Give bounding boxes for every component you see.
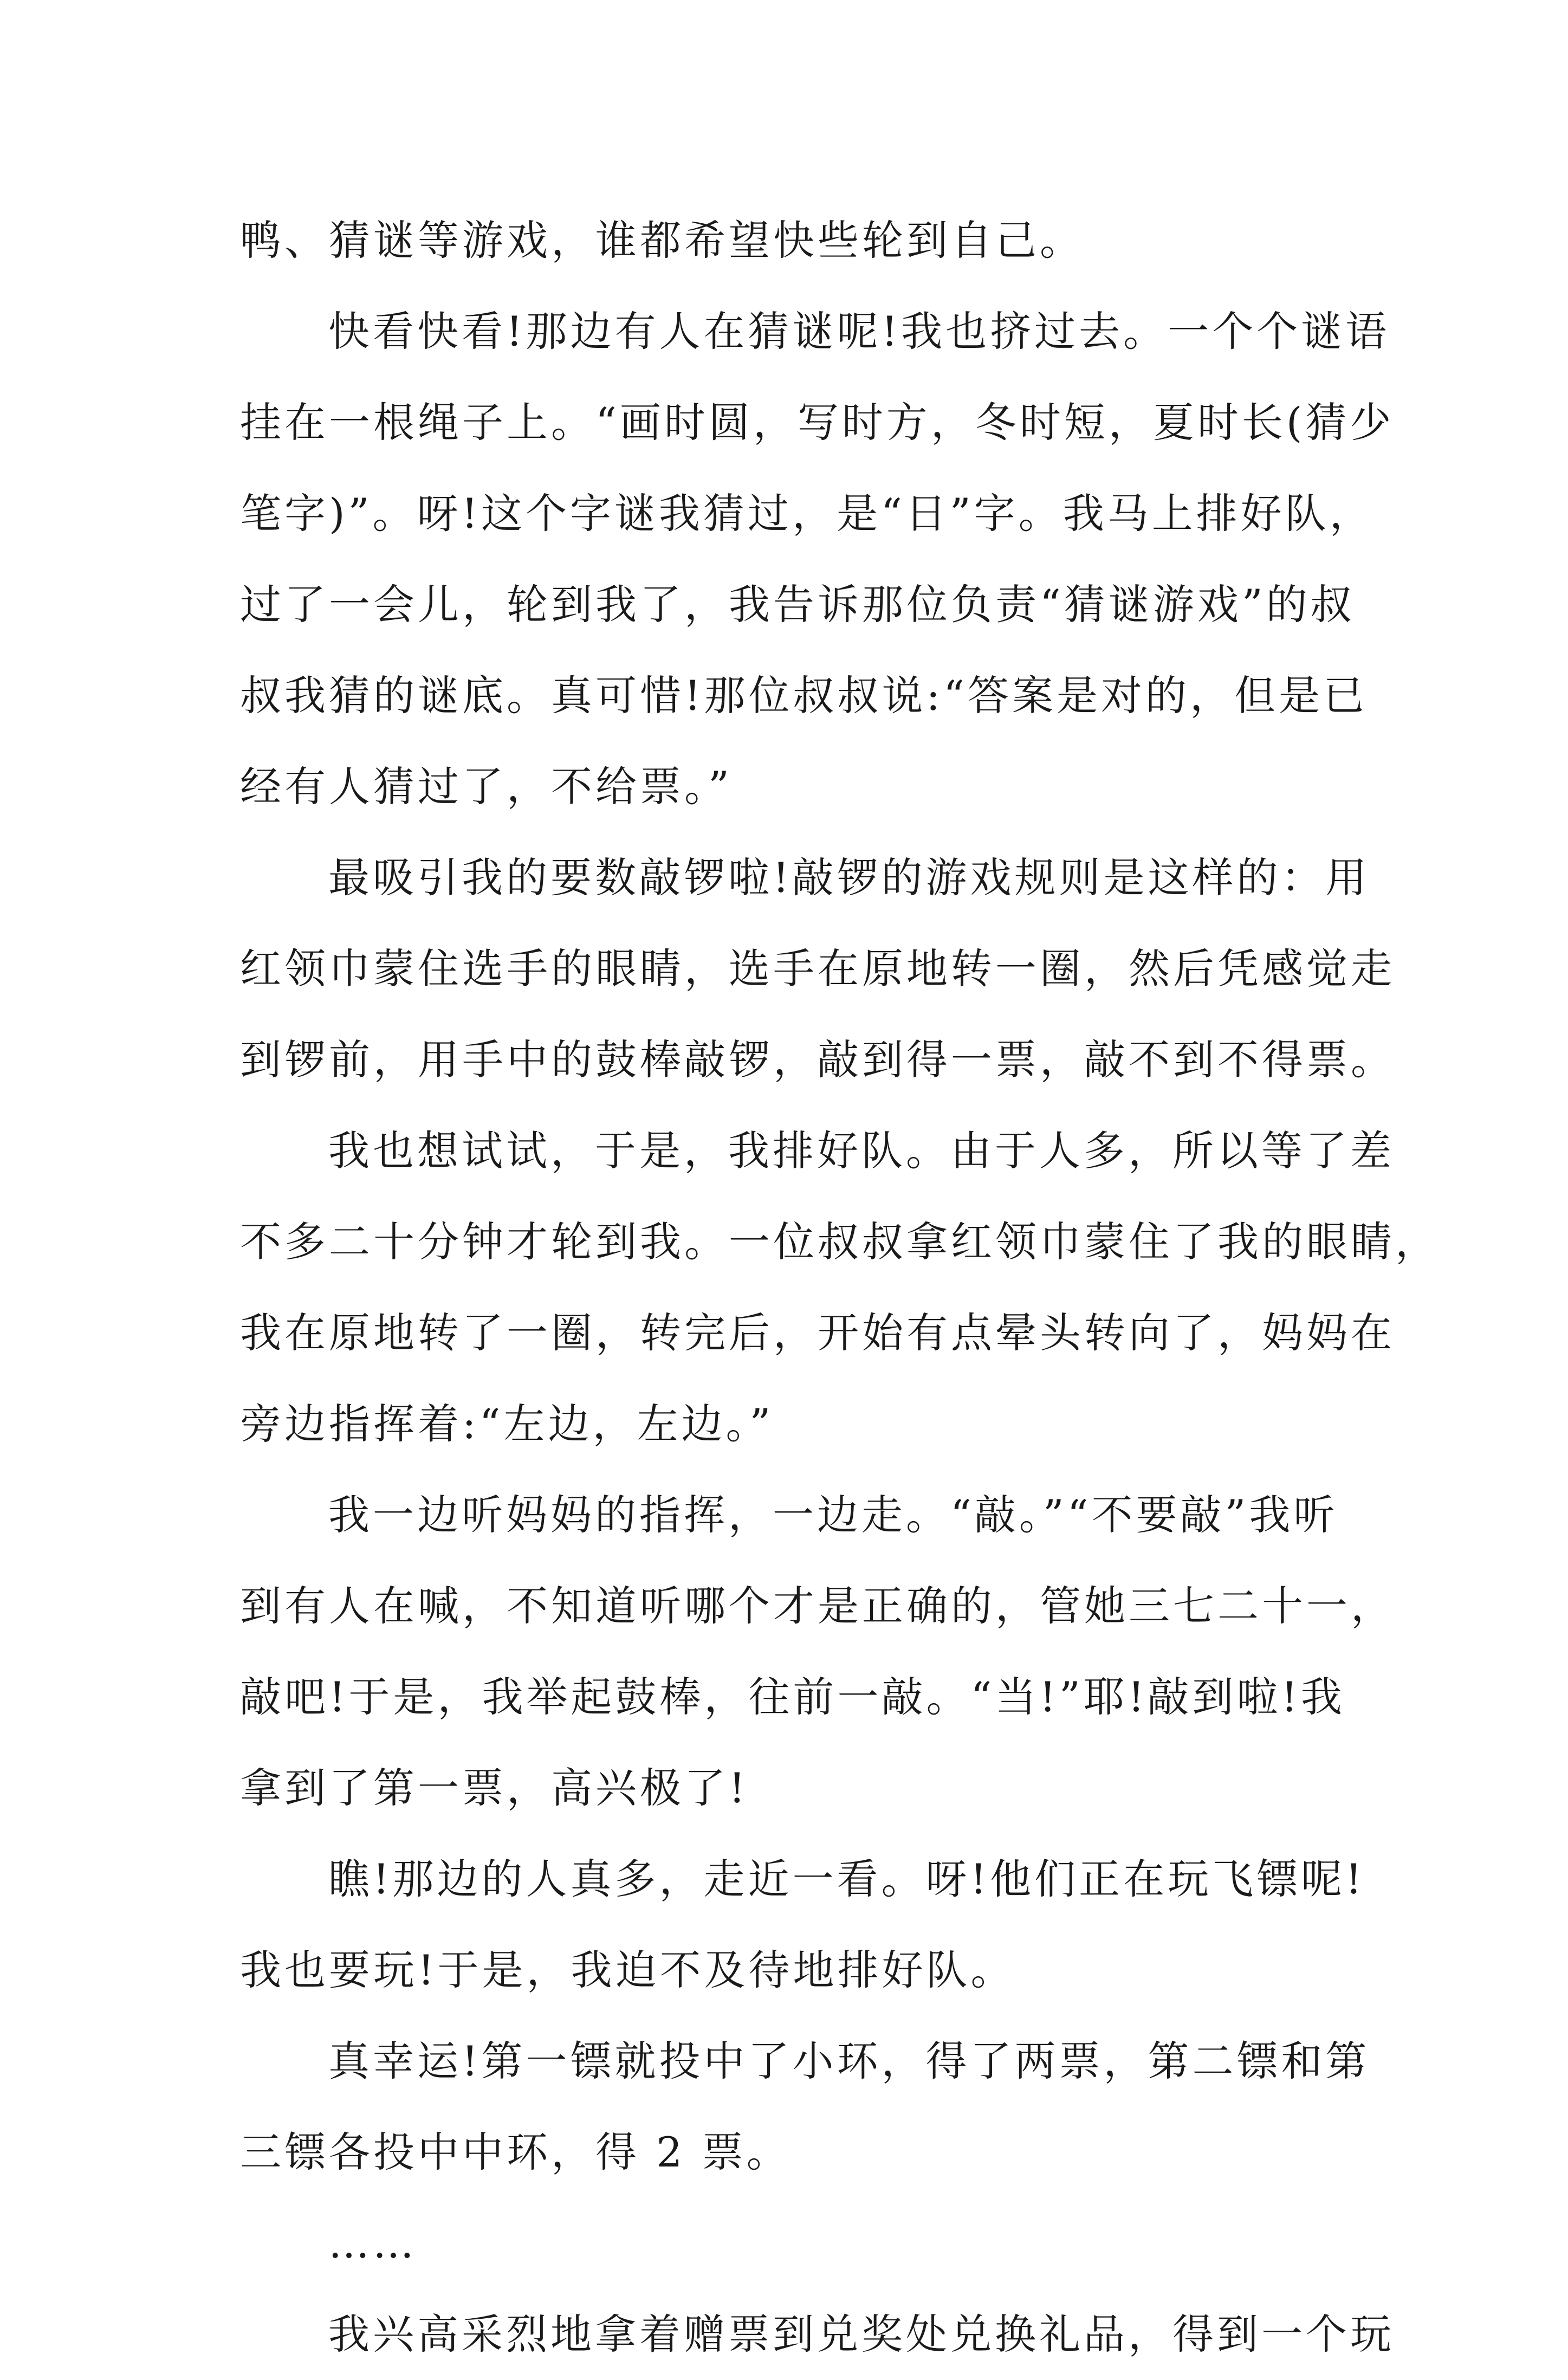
text-line: 我也要玩!于是，我迫不及待地排好队。: [240, 1946, 1015, 1994]
text-line: 真幸运!第一镖就投中了小环，得了两票，第二镖和第: [328, 2037, 1370, 2085]
text-line: 笔字)”。呀!这个字谜我猜过，是“日”字。我马上排好队，: [240, 489, 1374, 538]
text-line: 叔我猜的谜底。真可惜!那位叔叔说:“答案是对的，但是已: [240, 671, 1368, 720]
text-line: 最吸引我的要数敲锣啦!敲锣的游戏规则是这样的：用: [328, 853, 1370, 902]
text-line: 三镖各投中中环，得 2 票。: [240, 2128, 791, 2176]
text-line: ……: [328, 2219, 417, 2267]
text-line: 挂在一根绳子上。“画时圆，写时方，冬时短，夏时长(猜少: [240, 398, 1395, 447]
text-line: 快看快看!那边有人在猜谜呢!我也挤过去。一个个谜语: [328, 307, 1390, 355]
text-line: 敲吧!于是，我举起鼓棒，往前一敲。“当!”耶!敲到啦!我: [240, 1673, 1345, 1721]
text-line: 不多二十分钟才轮到我。一位叔叔拿红领巾蒙住了我的眼睛，: [240, 1218, 1440, 1266]
text-line: 过了一会儿，轮到我了，我告诉那位负责“猜谜游戏”的叔: [240, 580, 1355, 629]
text-line: 我一边听妈妈的指挥，一边走。“敲。”“不要敲”我听: [328, 1491, 1338, 1539]
text-line: 到锣前，用手中的鼓棒敲锣，敲到得一票，敲不到不得票。: [240, 1036, 1395, 1084]
text-line: 鸭、猜谜等游戏，谁都希望快些轮到自己。: [240, 216, 1084, 264]
text-line: 瞧!那边的人真多，走近一看。呀!他们正在玩飞镖呢!: [328, 1855, 1365, 1903]
text-line: 旁边指挥着:“左边，左边。”: [240, 1400, 774, 1448]
document-page: [240, 195, 1440, 2380]
text-line: 我在原地转了一圈，转完后，开始有点晕头转向了，妈妈在: [240, 1309, 1395, 1357]
text-line: 到有人在喊，不知道听哪个才是正确的，管她三七二十一，: [240, 1582, 1395, 1630]
text-line: 经有人猜过了，不给票。”: [240, 762, 733, 811]
text-line: 我也想试试，于是，我排好队。由于人多，所以等了差: [328, 1127, 1395, 1175]
text-line: 红领巾蒙住选手的眼睛，选手在原地转一圈，然后凭感觉走: [240, 945, 1395, 993]
text-line: 我兴高采烈地拿着赠票到兑奖处兑换礼品，得到一个玩: [328, 2310, 1395, 2358]
text-line: 拿到了第一票，高兴极了!: [240, 1764, 749, 1812]
